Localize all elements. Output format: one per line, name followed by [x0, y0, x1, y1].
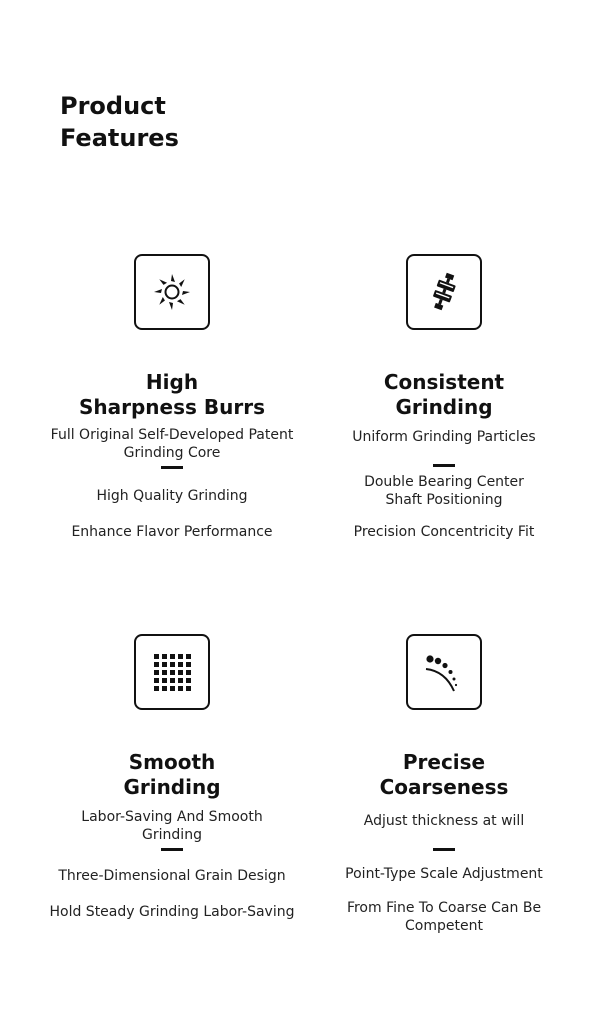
- divider: [161, 466, 183, 469]
- page-title: Product Features: [60, 92, 179, 152]
- feature-line: Labor-Saving And Smooth Grinding: [81, 809, 263, 843]
- feature-line: From Fine To Coarse Can Be Competent: [346, 900, 542, 934]
- feature-precise-coarseness: [304, 634, 584, 935]
- feature-consistent-grinding: [304, 254, 584, 541]
- feature-line: Double Bearing Center Shaft Positioning: [364, 474, 524, 508]
- feature-line: Hold Steady Grinding Labor-Saving: [49, 904, 295, 920]
- divider: [161, 848, 183, 851]
- feature-line: Uniform Grinding Particles: [352, 429, 536, 445]
- divider: [433, 464, 455, 467]
- feature-line: Full Original Self-Developed Patent Grinding Core: [50, 427, 294, 461]
- scale-dial-icon: [406, 634, 482, 710]
- feature-line: High Quality Grinding: [96, 488, 248, 504]
- feature-line: Enhance Flavor Performance: [71, 524, 273, 540]
- divider: [433, 848, 455, 851]
- feature-title: Precise Coarseness: [379, 750, 509, 799]
- bearing-shaft-icon: [406, 254, 482, 330]
- feature-title: Smooth Grinding: [123, 750, 221, 799]
- feature-high-sharpness-burrs: [32, 254, 312, 541]
- feature-smooth-grinding: [32, 634, 312, 921]
- sun-blade-icon: [134, 254, 210, 330]
- feature-line: Precision Concentricity Fit: [353, 524, 535, 540]
- feature-line: Three-Dimensional Grain Design: [58, 868, 286, 884]
- feature-line: Adjust thickness at will: [363, 813, 525, 829]
- feature-title: Consistent Grinding: [383, 370, 505, 419]
- feature-line: Point-Type Scale Adjustment: [345, 866, 543, 882]
- feature-title: High Sharpness Burrs: [78, 370, 265, 419]
- dot-grid-icon: [134, 634, 210, 710]
